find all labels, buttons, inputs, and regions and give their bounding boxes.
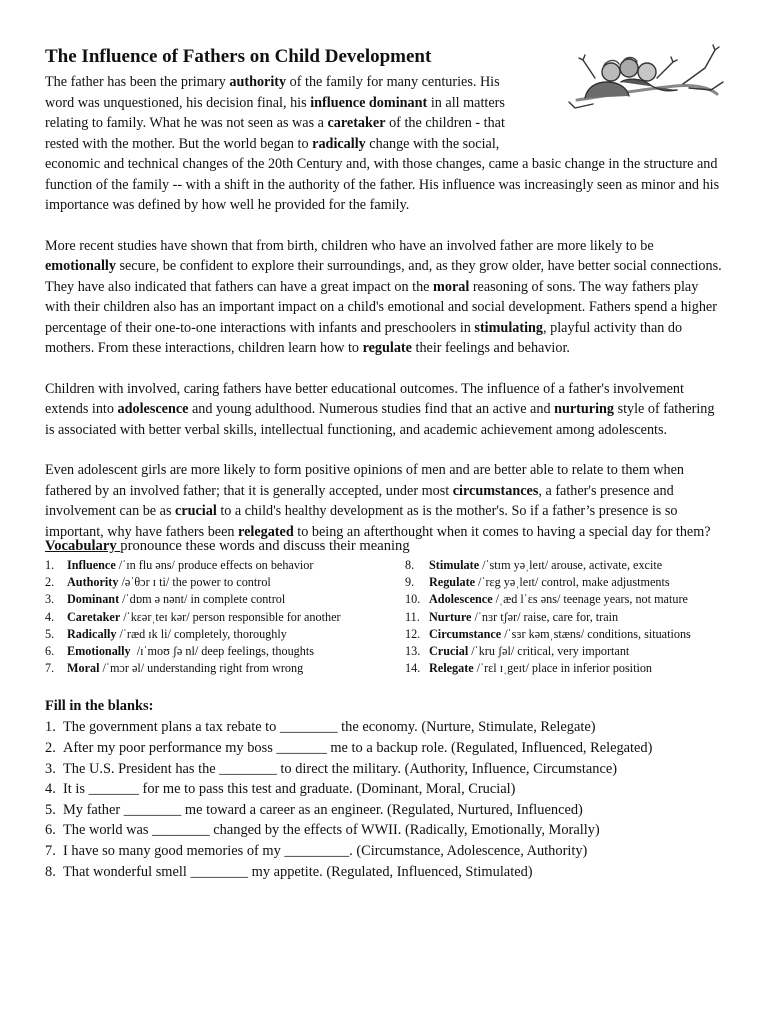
vocabulary-term: Authority [67, 575, 119, 590]
bold-keyword: stimulating [474, 319, 544, 336]
fill-blanks-list [45, 717, 725, 882]
vocabulary-number: 5. [45, 626, 55, 641]
bold-keyword: relegated [238, 523, 294, 540]
fill-blank-item [45, 759, 725, 780]
vocabulary-definition: /ˈkɛərˌteɪ kər/ person responsible for another [123, 609, 341, 624]
vocabulary-title: Vocabulary [45, 538, 121, 554]
bold-keyword: caretaker [327, 115, 386, 131]
bold-keyword: circumstances [452, 482, 539, 499]
fill-blank-item [45, 779, 725, 800]
vocabulary-item [405, 557, 725, 574]
paragraph-text-run: secure, be confident to explore their surroundings, and, as they grow older, have better social connections. They have also indicated that fathers can have a great impact on the [45, 258, 722, 295]
bold-keyword: influence dominant [310, 94, 428, 111]
vocabulary-term: Crucial [429, 644, 469, 659]
vocabulary-item [45, 557, 405, 574]
fill-blank-number: 6. [45, 822, 56, 839]
vocabulary-item [45, 626, 405, 643]
paragraph-text-run: More recent studies have shown that from birth, children who have an involved father are more likely to be [45, 237, 654, 254]
vocabulary-term: Dominant [67, 592, 120, 607]
vocabulary-definition: /əˈθɔr ɪ ti/ the power to control [121, 575, 271, 590]
bold-keyword: authority [229, 74, 287, 90]
vocabulary-term: Circumstance [429, 626, 502, 641]
children-illustration [565, 38, 725, 118]
paragraph-text-run: The father has been the primary [45, 74, 230, 90]
fill-blank-sentence: The U.S. President has the ________ to direct the military. (Authority, Influence, Circumstance) [63, 760, 618, 777]
paragraph-text-run: , playful activity than do mothers. From these interactions, children learn how to [45, 319, 683, 356]
vocabulary-item [405, 574, 725, 591]
fill-blank-sentence: After my poor performance my boss _______ me to a backup role. (Regulated, Influenced, Relegated) [63, 740, 653, 757]
paragraph-text-run: in all matters relating to family. What he was not seen as was a [45, 94, 505, 131]
vocabulary-number: 13. [405, 644, 421, 659]
vocabulary-definition: /ˈstɪm yəˌleɪt/ arouse, activate, excite [482, 558, 663, 572]
fill-blank-sentence: That wonderful smell ________ my appetite. (Regulated, Influenced, Stimulated) [63, 863, 533, 880]
bold-keyword: nurturing [554, 401, 615, 417]
vocabulary-list [45, 557, 725, 677]
vocabulary-column-left [45, 557, 405, 677]
vocabulary-definition: /ˈdɒm ə nənt/ in complete control [122, 592, 286, 607]
paragraph-text-run: style of fathering is associated with better verbal skills, intellectual functioning, and academic achievement among adolescents. [45, 401, 715, 438]
fill-blank-item [45, 717, 725, 738]
vocabulary-number: 6. [45, 644, 55, 659]
fill-blank-item [45, 841, 725, 862]
bold-keyword: radically [312, 135, 366, 152]
paragraph-text-run: Children with involved, caring fathers have better educational outcomes. The influence of a father's involvement extends into [45, 380, 684, 417]
fill-blank-sentence: It is _______ for me to pass this test and graduate. (Dominant, Moral, Crucial) [63, 781, 516, 798]
vocabulary-number: 14. [405, 661, 421, 676]
vocabulary-term: Adolescence [429, 592, 493, 607]
vocabulary-column-right [405, 557, 725, 677]
paragraph-2 [45, 236, 725, 359]
fill-blank-item [45, 862, 725, 883]
fill-blank-number: 8. [45, 863, 56, 880]
worksheet-page [45, 44, 725, 882]
paragraph-text-run: and young adulthood. Numerous studies find that an active and [188, 401, 555, 417]
fill-blank-sentence: The government plans a tax rebate to ________ the economy. (Nurture, Stimulate, Relegate) [63, 719, 596, 736]
vocabulary-term: Stimulate [429, 558, 480, 572]
fill-blank-number: 7. [45, 842, 56, 859]
vocabulary-definition: /ˈkru ʃəl/ critical, very important [471, 644, 630, 659]
vocabulary-term: Relegate [429, 661, 474, 676]
bold-keyword: regulate [362, 340, 412, 356]
fill-blank-sentence: My father ________ me toward a career as an engineer. (Regulated, Nurtured, Influenced) [63, 801, 583, 818]
vocabulary-number: 8. [405, 558, 415, 572]
vocabulary-item [405, 626, 725, 643]
page-title: The Influence of Fathers on Child Development [45, 46, 432, 67]
fill-blank-number: 2. [45, 740, 56, 757]
fill-blank-number: 4. [45, 781, 56, 798]
vocabulary-term: Emotionally [67, 644, 131, 659]
vocabulary-term: Nurture [429, 609, 472, 624]
fill-blanks-title: Fill in the blanks: [45, 698, 154, 715]
vocabulary-number: 4. [45, 609, 55, 624]
vocabulary-number: 9. [405, 575, 415, 590]
vocabulary-definition: /ˈɪn flu əns/ produce effects on behavior [118, 558, 314, 572]
vocabulary-definition: /ˈræd ɪk li/ completely, thoroughly [119, 626, 287, 641]
paragraph-text-run: Even adolescent girls are more likely to form positive opinions of men and are better able to relate to them when fathered by an involved father; that it is generally accepted, under most [45, 462, 685, 499]
bold-keyword: adolescence [117, 401, 189, 417]
vocabulary-item [45, 643, 405, 660]
vocabulary-number: 12. [405, 626, 421, 641]
paragraph-3 [45, 379, 725, 441]
paragraph-4 [45, 460, 725, 542]
fill-blank-number: 5. [45, 801, 56, 818]
vocabulary-number: 3. [45, 592, 55, 607]
vocabulary-instruction: pronounce these words and discuss their meaning [120, 538, 410, 554]
vocabulary-term: Moral [67, 661, 100, 676]
vocabulary-term: Caretaker [67, 609, 121, 624]
vocabulary-definition: /ˌæd lˈɛs əns/ teenage years, not mature [495, 592, 688, 607]
vocabulary-item [405, 609, 725, 626]
bold-keyword: crucial [175, 503, 217, 519]
paragraph-text-run: to being an afterthought when it comes to having a special day for them? [293, 523, 711, 540]
fill-blank-sentence: I have so many good memories of my _________. (Circumstance, Adolescence, Authority) [63, 842, 588, 859]
vocabulary-number: 11. [405, 609, 420, 624]
vocabulary-number: 1. [45, 558, 55, 572]
paragraph-text-run: , a father's presence and involvement can be as [45, 482, 674, 519]
paragraph-text-run: change with the social, economic and technical changes of the 20th Century and, with those changes, came a basic change in the structure and function of the family -- with a shift in the authority of the father. His influence was increasingly seen as minor and his importance was defined by how well he provided for the family. [45, 135, 720, 213]
fill-blank-sentence: The world was ________ changed by the effects of WWII. (Radically, Emotionally, Morally) [63, 822, 600, 839]
vocabulary-term: Regulate [429, 575, 476, 590]
fill-blank-number: 3. [45, 760, 56, 777]
vocabulary-definition: /ˈmɔr əl/ understanding right from wrong [102, 661, 304, 676]
paragraph-text-run: of the children - that rested with the mother. But the world began to [45, 115, 505, 152]
vocabulary-item [45, 574, 405, 591]
bold-keyword: emotionally [45, 258, 116, 274]
vocabulary-item [405, 643, 725, 660]
paragraph-text-run: reasoning of sons. The way fathers play with their children also has an important impact on a child's emotional and social development. Fathers spend a higher percentage of their one-to-one interactions with infants and preschoolers in [45, 278, 717, 336]
vocabulary-item [405, 591, 725, 608]
paragraph-text-run: their feelings and behavior. [411, 340, 570, 356]
vocabulary-definition: /ˈnɜr tʃər/ raise, care for, train [474, 609, 619, 624]
vocabulary-definition: /ˈrɛg yəˌleɪt/ control, make adjustments [478, 575, 670, 590]
vocabulary-item [45, 609, 405, 626]
vocabulary-item [45, 591, 405, 608]
fill-blank-number: 1. [45, 719, 56, 736]
vocabulary-definition: /ˈrɛl ɪˌgeɪt/ place in inferior position [476, 661, 653, 676]
vocabulary-number: 7. [45, 661, 55, 676]
vocabulary-term: Radically [67, 626, 117, 641]
fill-blank-item [45, 820, 725, 841]
bold-keyword: moral [433, 278, 470, 295]
vocabulary-number: 10. [405, 592, 421, 607]
vocabulary-definition: /ɪˈmoʊ ʃə nl/ deep feelings, thoughts [133, 644, 314, 659]
vocabulary-item [405, 660, 725, 677]
vocabulary-term: Influence [67, 558, 116, 572]
vocabulary-definition: /ˈsɜr kəmˌstæns/ conditions, situations [504, 626, 691, 641]
vocabulary-item [45, 660, 405, 677]
vocabulary-number: 2. [45, 575, 55, 590]
paragraph-text-run: to a child's healthy development as is the mother's. So if a father’s presence is so important, why have fathers been [45, 503, 678, 540]
paragraph-text-run: of the family for many centuries. His word was unquestioned, his decision final, his [45, 74, 500, 111]
fill-blank-item [45, 738, 725, 759]
fill-blank-item [45, 800, 725, 821]
